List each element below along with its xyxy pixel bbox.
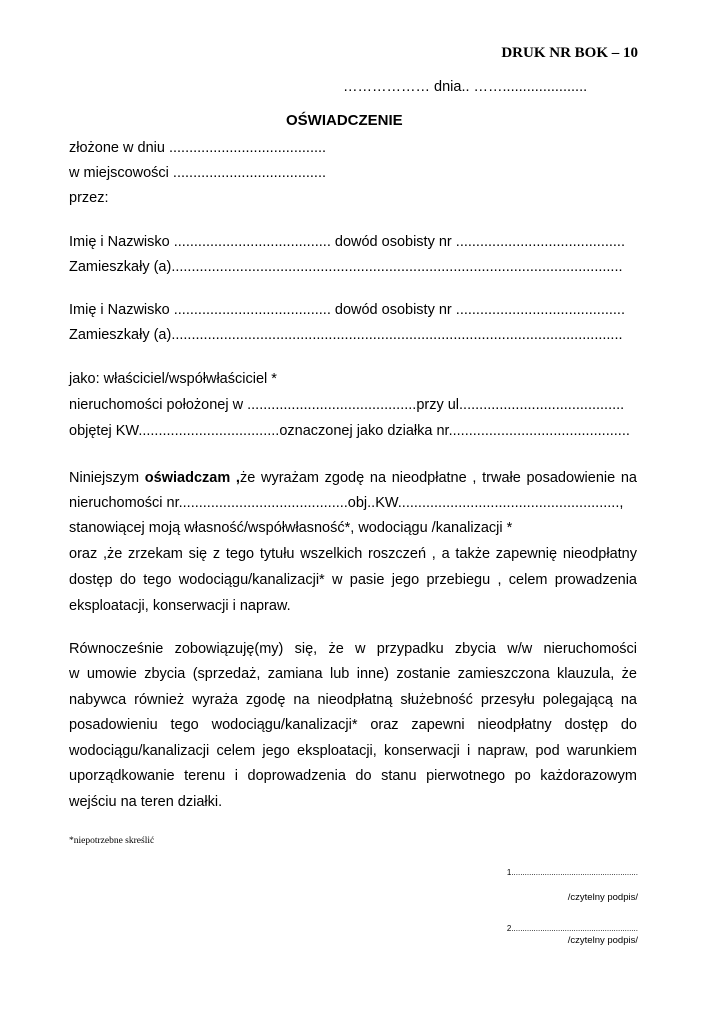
property-line: objętej KW...................................oznaczonej jako działka nr............................................. xyxy=(69,423,630,439)
declaration-line xyxy=(69,470,637,486)
signature-1-caption: /czytelny podpis/ xyxy=(567,892,638,903)
form-number: DRUK NR BOK – 10 xyxy=(501,45,638,61)
person-2-name-line: Imię i Nazwisko ....................................... dowód osobisty nr .......................................... xyxy=(69,302,625,318)
declaration-line: eksploatacji, konserwacji i napraw. xyxy=(69,598,291,614)
signature-1-line: 1......................................................... xyxy=(506,868,638,877)
intro-line: złożone w dniu ....................................... xyxy=(69,140,327,156)
person-2-address-line: Zamieszkały (a)................................................................................................................ xyxy=(69,327,623,343)
obligation-line: posadowieniu tego wodociągu/kanalizacji* oraz zapewni nieodpłatny dostęp do xyxy=(69,717,637,733)
property-line: jako: właściciel/współwłaściciel * xyxy=(69,371,277,387)
declaration-line: stanowiącej moją własność/współwłasność*, wodociągu /kanalizacji * xyxy=(69,520,513,536)
obligation-line: Równocześnie zobowiązuję(my) się, że w przypadku zbycia w/w nieruchomości xyxy=(69,641,637,657)
declaration-bold: oświadczam , xyxy=(144,470,240,486)
person-1-name-line: Imię i Nazwisko ....................................... dowód osobisty nr .......................................... xyxy=(69,234,625,250)
declaration-line: dostęp do tego wodociągu/kanalizacji* w pasie jego przebiegu , celem prowadzenia xyxy=(69,572,637,588)
signature-2-line: 2......................................................... xyxy=(506,924,638,933)
property-line: nieruchomości położonej w ..........................................przy ul......................................... xyxy=(69,397,625,413)
signature-2-caption: /czytelny podpis/ xyxy=(567,935,638,946)
declaration-rest: że wyrażam zgodę na nieodpłatne , trwałe posadowienie na xyxy=(239,470,637,486)
person-1-address-line: Zamieszkały (a)................................................................................................................ xyxy=(69,259,623,275)
obligation-line: nabywca również wyraża zgodę na nieodpłatną służebność przesyłu polegającą na xyxy=(69,692,637,708)
obligation-line: w umowie zbycia (sprzedaż, zamiana lub inne) zostanie zamieszczona klauzula, że xyxy=(69,666,637,682)
obligation-line: wodociągu/kanalizacji celem jego eksploatacji, konserwacji i napraw, pod warunkiem xyxy=(69,743,637,759)
intro-line: przez: xyxy=(69,190,109,206)
obligation-line: wejściu na teren działki. xyxy=(69,794,223,810)
document-title: OŚWIADCZENIE xyxy=(286,112,403,129)
obligation-line: uporządkowanie terenu i doprowadzenia do stanu pierwotnego po każdorazowym xyxy=(69,768,637,784)
intro-line: w miejscowości ...................................... xyxy=(69,165,327,181)
declaration-line: oraz ,że zrzekam się z tego tytułu wszelkich roszczeń , a także zapewnię nieodpłatny xyxy=(69,546,637,562)
declaration-prefix: Niniejszym xyxy=(69,470,145,486)
footnote: *niepotrzebne skreślić xyxy=(69,836,155,846)
declaration-line: nieruchomości nr..........................................obj..KW......................................................., xyxy=(69,495,624,511)
date-line: ……………… dnia.. ……..................... xyxy=(343,79,588,95)
